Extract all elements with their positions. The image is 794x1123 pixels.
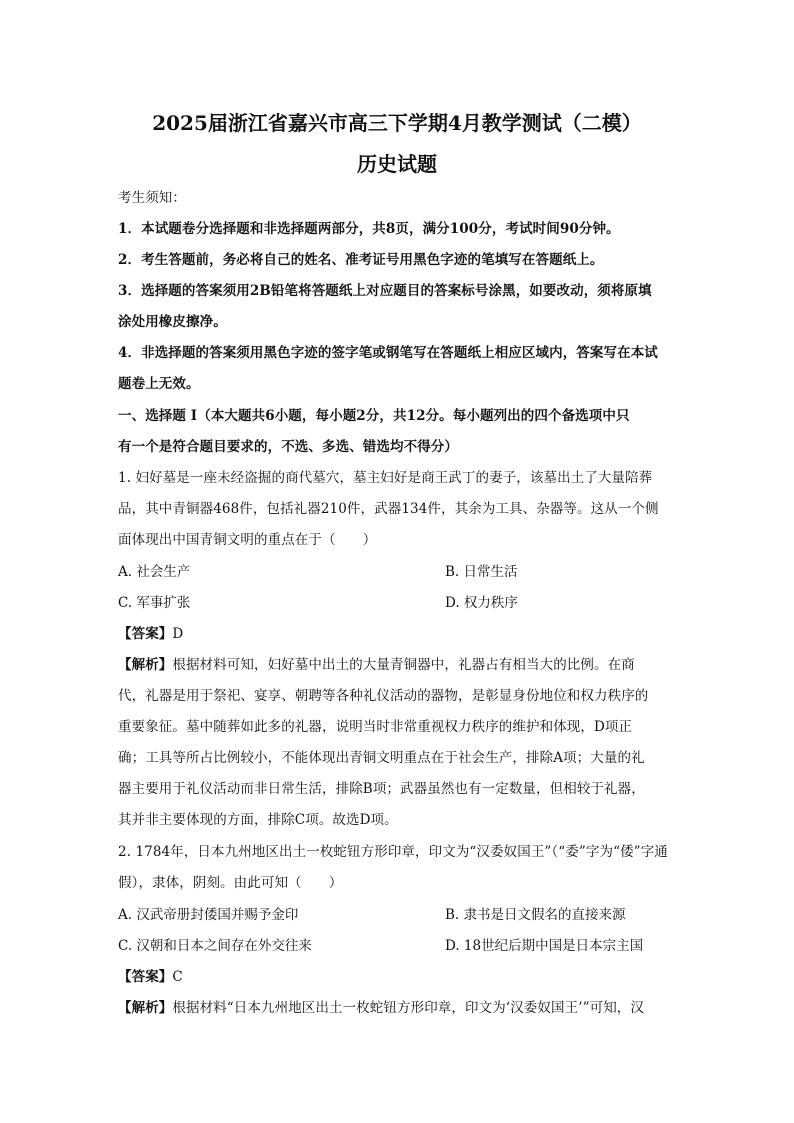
section-heading-line2: 有一个是符合题目要求的，不选、多选、错选均不得分） [118, 439, 458, 455]
q1-answer [118, 622, 688, 642]
q2-option-c: C. 汉朝和日本之间存在外交往来 [118, 938, 312, 954]
notice-item-4: 4．非选择题的答案须用黑色字迹的签字笔或钢笔写在答题纸上相应区域内，答案写在本试 [118, 345, 658, 361]
q1-stem-line1: 1. 妇好墓是一座未经盗掘的商代墓穴，墓主妇好是商王武丁的妻子，该墓出土了大量陪葬 [118, 470, 653, 486]
q2-stem-line2: 假），隶体，阴刻。由此可知（ ） [118, 875, 343, 891]
notice-item-4-cont: 题卷上无效。 [118, 376, 200, 392]
q2-analysis-text-1: 根据材料“日本九州地区出土一枚蛇钮方形印章，印文为‘汉委奴国王’”可知，汉 [172, 1000, 644, 1016]
q2-option-d: D. 18世纪后期中国是日本宗主国 [445, 938, 644, 954]
q1-stem-line3: 面体现出中国青铜文明的重点在于（ ） [118, 532, 377, 548]
q1-option-a: A. 社会生产 [118, 564, 191, 580]
q2-stem-line1: 2. 1784年，日本九州地区出土一枚蛇钮方形印章，印文为“汉委奴国王”（“委”字为“倭”字通 [118, 844, 668, 860]
notice-item-3: 3．选择题的答案须用2B铅笔将答题纸上对应题目的答案标号涂黑，如要改动，须将原填 [118, 283, 652, 299]
notice-item-2: 2．考生答题前，务必将自己的姓名、准考证号用黑色字迹的笔填写在答题纸上。 [118, 252, 604, 268]
q2-answer [118, 965, 688, 985]
q1-analysis-line5: 器主要用于礼仪活动而非日常生活，排除B项；武器虽然也有一定数量，但相较于礼器， [118, 781, 645, 797]
notice-heading: 考生须知： [118, 190, 186, 206]
q2-answer-value: C [172, 969, 183, 985]
q1-analysis-line1 [118, 653, 688, 673]
q1-analysis-line4: 确；工具等所占比例较小，不能体现出青铜文明重点在于社会生产，排除A项；大量的礼 [118, 750, 645, 766]
q1-analysis-line6: 其并非主要体现的方面，排除C项。故选D项。 [118, 812, 398, 828]
q2-analysis-label: 【解析】 [118, 1000, 173, 1016]
q2-answer-label: 【答案】 [118, 969, 173, 985]
q2-analysis-line1 [118, 996, 688, 1016]
q1-option-b: B. 日常生活 [445, 564, 518, 580]
q1-stem-line2: 品，其中青铜器468件，包括礼器210件，武器134件，其余为工具、杂器等。这从一个侧 [118, 501, 659, 517]
q2-option-a: A. 汉武帝册封倭国并赐予金印 [118, 907, 299, 923]
q1-answer-value: D [172, 626, 184, 642]
notice-item-3-cont: 涂处用橡皮擦净。 [118, 314, 227, 330]
notice-item-1: 1．本试题卷分选择题和非选择题两部分，共8页，满分100分，考试时间90分钟。 [118, 221, 620, 237]
q1-answer-label: 【答案】 [118, 626, 173, 642]
exam-subtitle: 历史试题 [357, 152, 437, 176]
q1-analysis-line2: 代，礼器是用于祭祀、宴享、朝聘等各种礼仪活动的器物，是彰显身份地位和权力秩序的 [118, 688, 649, 704]
q1-option-c: C. 军事扩张 [118, 595, 191, 611]
exam-title: 2025届浙江省嘉兴市高三下学期4月教学测试（二模） [152, 111, 642, 135]
q1-option-d: D. 权力秩序 [445, 595, 518, 611]
q1-analysis-line3: 重要象征。墓中随葬如此多的礼器，说明当时非常重视权力秩序的维护和体现，D项正 [118, 719, 633, 735]
section-heading-line1: 一、选择题 Ⅰ（本大题共6小题，每小题2分，共12分。每小题列出的四个备选项中只 [118, 408, 630, 424]
q1-analysis-label: 【解析】 [118, 657, 173, 673]
q2-option-b: B. 隶书是日文假名的直接来源 [445, 907, 626, 923]
q1-analysis-text-1: 根据材料可知，妇好墓中出土的大量青铜器中，礼器占有相当大的比例。在商 [172, 657, 635, 673]
